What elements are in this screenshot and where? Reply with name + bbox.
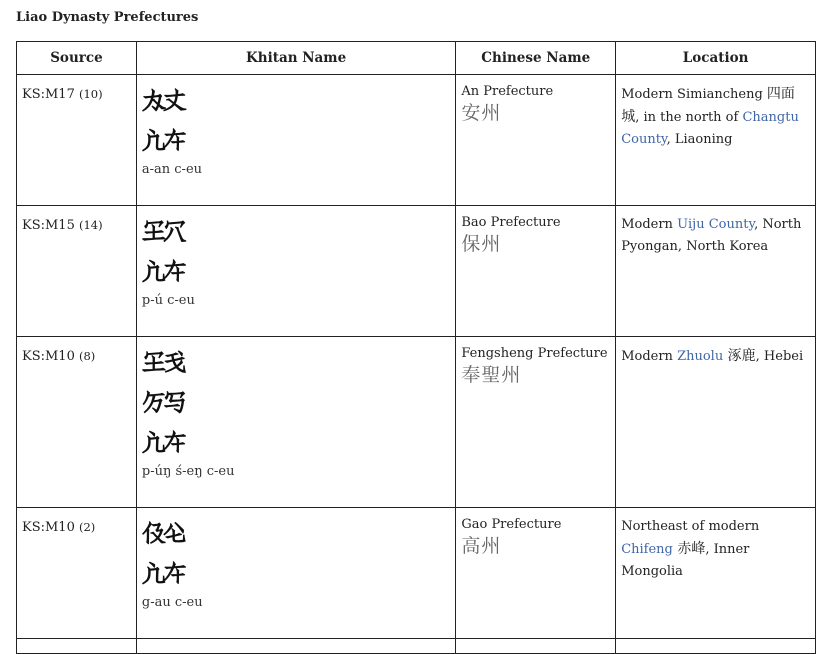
khitan-glyph: 𘱚𘭪 xyxy=(141,256,184,284)
location-text: , North Pyongan, North Korea xyxy=(621,217,802,254)
source-cell xyxy=(17,75,137,206)
source-number: (8) xyxy=(79,349,96,363)
location-chinese: 四面城 xyxy=(621,86,795,125)
chinese-name-cell xyxy=(456,337,616,508)
khitan-cell xyxy=(136,206,455,337)
location-text: Modern xyxy=(621,217,678,232)
source-number: (10) xyxy=(79,87,103,101)
location-text: , Inner Mongolia xyxy=(621,542,750,579)
location-chinese: 涿鹿 xyxy=(723,348,756,364)
table-row xyxy=(17,639,816,654)
header-location: Location xyxy=(616,42,816,75)
chinese-name-english: Gao Prefecture xyxy=(461,517,562,532)
location-link[interactable]: Changtu County xyxy=(621,110,799,147)
partial-cell xyxy=(456,639,616,654)
partial-cell xyxy=(616,639,816,654)
location-text: Modern xyxy=(621,349,678,364)
chinese-name-characters: 高州 xyxy=(461,535,502,557)
chinese-name-cell xyxy=(456,206,616,337)
chinese-name-cell xyxy=(456,508,616,639)
prefectures-table xyxy=(16,41,816,654)
khitan-glyph: 𘱚𘭪 xyxy=(141,427,184,455)
khitan-transliteration: p-úŋ ś-eŋ c-eu xyxy=(141,464,235,479)
source-number: (2) xyxy=(79,520,96,534)
khitan-cell xyxy=(136,508,455,639)
partial-cell xyxy=(136,639,455,654)
khitan-transliteration: g-au c-eu xyxy=(141,595,203,610)
chinese-name-characters: 保州 xyxy=(461,233,502,255)
header-chinese-name: Chinese Name xyxy=(456,42,616,75)
khitan-glyph: 𘱚𘭪 xyxy=(141,558,184,586)
khitan-glyph: 𘲋𘲆 xyxy=(141,216,184,244)
table-caption: Liao Dynasty Prefectures xyxy=(16,10,199,25)
location-text: , in the north of xyxy=(635,110,743,125)
source-cell xyxy=(17,508,137,639)
khitan-transliteration: a-an c-eu xyxy=(141,162,203,177)
location-chinese: 赤峰 xyxy=(672,541,706,557)
khitan-glyph: 𘰠𘰯 xyxy=(141,518,184,546)
location-text: , Hebei xyxy=(755,349,804,364)
source-code: KS:M15 xyxy=(22,218,75,233)
table-row xyxy=(17,75,816,206)
table-header-row xyxy=(17,42,816,75)
source-number: (14) xyxy=(79,218,103,232)
location-text: Modern Simiancheng xyxy=(621,87,767,102)
header-source: Source xyxy=(17,42,137,75)
source-cell xyxy=(17,337,137,508)
table-row xyxy=(17,337,816,508)
table-row xyxy=(17,508,816,639)
chinese-name-cell xyxy=(456,75,616,206)
location-cell xyxy=(616,206,816,337)
khitan-cell xyxy=(136,75,455,206)
location-link[interactable]: Uiju County xyxy=(677,217,755,232)
chinese-name-english: An Prefecture xyxy=(461,84,554,99)
chinese-name-characters: 安州 xyxy=(461,102,502,124)
location-link[interactable]: Zhuolu xyxy=(677,349,724,364)
khitan-glyph: 𘰇𘲊 xyxy=(141,387,184,415)
location-text: Northeast of modern xyxy=(621,519,760,534)
chinese-name-english: Fengsheng Prefecture xyxy=(461,346,608,361)
source-code: KS:M17 xyxy=(22,87,75,102)
khitan-glyph: 𘲋𘬧 xyxy=(141,347,184,375)
khitan-glyph: 𘱚𘭪 xyxy=(141,125,184,153)
table-row xyxy=(17,206,816,337)
khitan-glyph: 𘲥𘮃 xyxy=(141,85,184,113)
khitan-cell xyxy=(136,337,455,508)
location-text: , Liaoning xyxy=(666,132,733,147)
source-code: KS:M10 xyxy=(22,349,75,364)
location-cell xyxy=(616,337,816,508)
header-khitan-name: Khitan Name xyxy=(136,42,455,75)
chinese-name-english: Bao Prefecture xyxy=(461,215,561,230)
source-cell xyxy=(17,206,137,337)
source-code: KS:M10 xyxy=(22,520,75,535)
location-link[interactable]: Chifeng xyxy=(621,542,673,557)
partial-cell xyxy=(17,639,137,654)
chinese-name-characters: 奉聖州 xyxy=(461,364,522,386)
khitan-transliteration: p-ú c-eu xyxy=(141,293,195,308)
location-cell xyxy=(616,508,816,639)
location-cell xyxy=(616,75,816,206)
